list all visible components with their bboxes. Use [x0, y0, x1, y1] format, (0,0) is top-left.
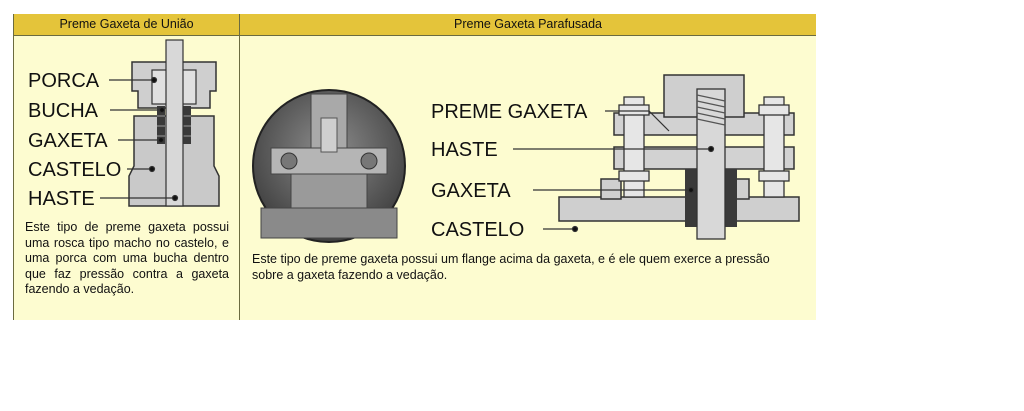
column-divider [239, 14, 240, 320]
label-castelo: CASTELO [431, 219, 525, 241]
label-haste: HASTE [28, 188, 95, 210]
haste-shape [166, 40, 183, 206]
union-gland-description: Este tipo de preme gaxeta possui uma rosca tipo macho no castelo, e uma porca com uma bucha dentro que faz pressão contra a gaxeta fazendo a vedação. [25, 220, 229, 296]
label-gaxeta: GAXETA [431, 180, 511, 202]
bolted-gland-diagram [419, 69, 804, 239]
header-bolted-gland: Preme Gaxeta Parafusada [240, 14, 816, 36]
label-castelo: CASTELO [28, 159, 122, 181]
valve-photo [251, 88, 407, 244]
castelo-shape [559, 197, 799, 221]
label-porca: PORCA [28, 70, 100, 92]
label-preme-gaxeta: PREME GAXETA [431, 101, 588, 123]
label-gaxeta: GAXETA [28, 130, 108, 152]
label-haste: HASTE [431, 139, 498, 161]
union-gland-diagram [14, 36, 239, 216]
comparison-table [13, 14, 816, 320]
label-bucha: BUCHA [28, 100, 99, 122]
bolted-gland-description: Este tipo de preme gaxeta possui um flange acima da gaxeta, e é ele quem exerce a pressão sobre a gaxeta fazendo a vedação. [252, 252, 770, 282]
header-union-gland: Preme Gaxeta de União [14, 14, 239, 36]
